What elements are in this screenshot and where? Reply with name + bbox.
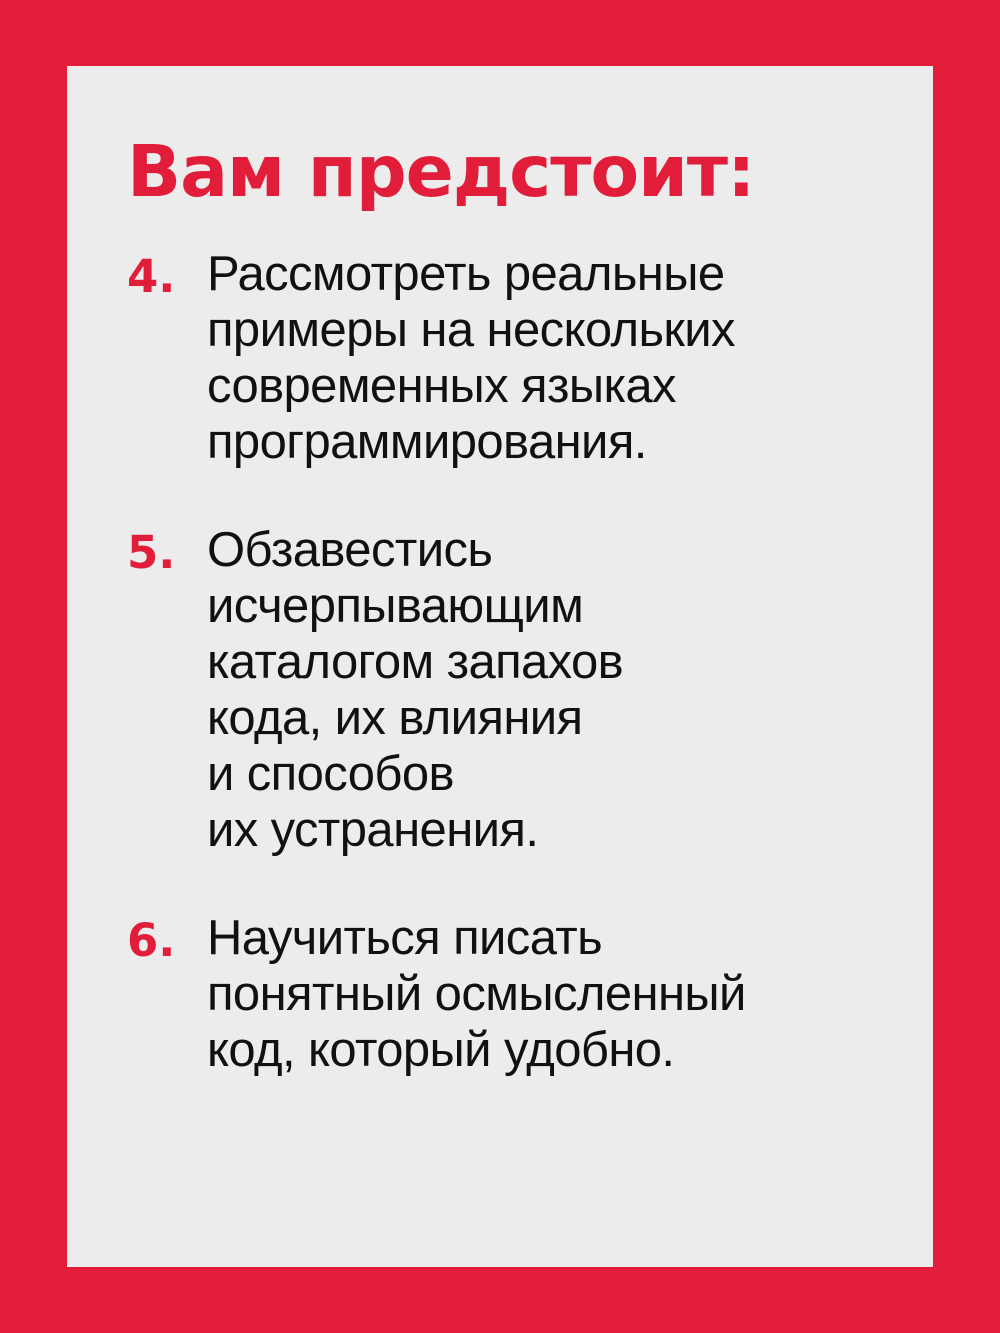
- item-text-line: Научиться писать: [207, 911, 603, 965]
- slide-title: Вам предстоит:: [127, 130, 755, 213]
- item-text: [207, 246, 907, 470]
- item-number: 6.: [127, 914, 176, 967]
- item-text-line: код, который удобно.: [207, 1023, 675, 1077]
- list-item: [127, 522, 907, 858]
- item-text-line: современных языках: [207, 359, 676, 413]
- item-text-line: Обзавестись: [207, 523, 493, 577]
- item-text-line: программирования.: [207, 415, 647, 469]
- item-text-line: примеры на нескольких: [207, 303, 735, 357]
- content-card: [67, 66, 933, 1267]
- item-number: 5.: [127, 526, 176, 579]
- item-text-line: их устранения.: [207, 803, 539, 857]
- item-text: [207, 522, 907, 858]
- item-text: [207, 910, 907, 1078]
- item-text-line: и способов: [207, 747, 454, 801]
- item-text-line: Рассмотреть реальные: [207, 247, 725, 301]
- item-text-line: исчерпывающим: [207, 579, 584, 633]
- item-text-line: понятный осмысленный: [207, 967, 746, 1021]
- item-number: 4.: [127, 250, 176, 303]
- item-text-line: кода, их влияния: [207, 691, 583, 745]
- list-item: [127, 910, 907, 1078]
- item-text-line: каталогом запахов: [207, 635, 624, 689]
- list-item: [127, 246, 907, 470]
- task-list: [127, 246, 907, 1078]
